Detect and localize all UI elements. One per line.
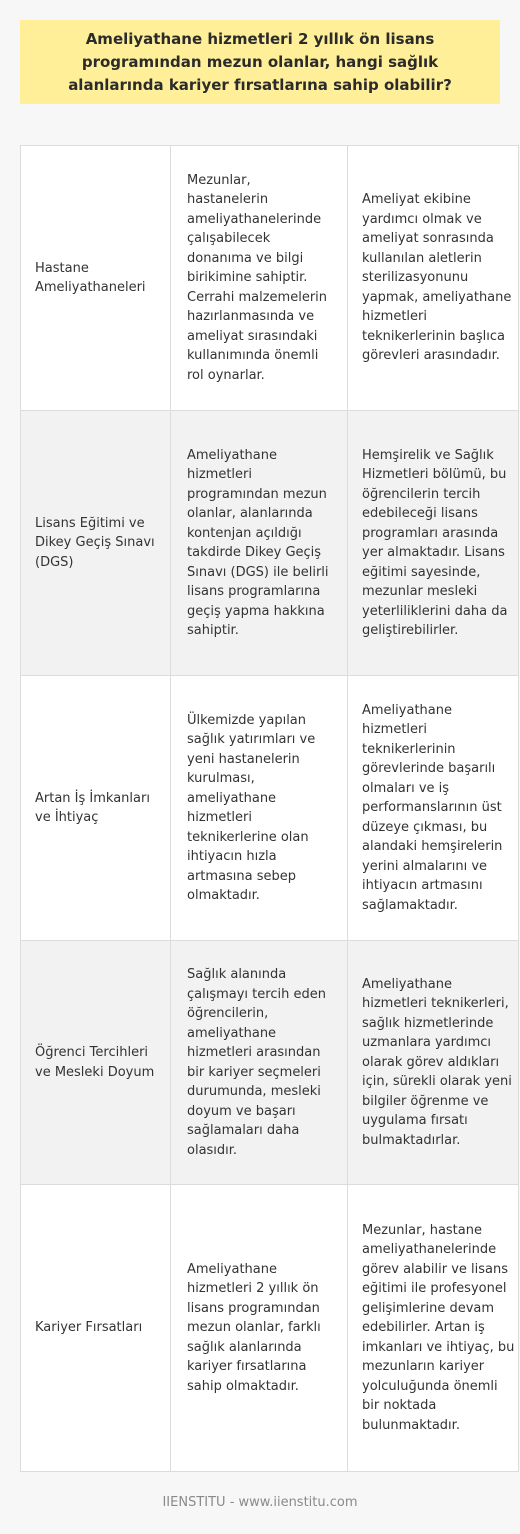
table-row	[21, 146, 519, 411]
row-note: Ameliyat ekibine yardımcı olmak ve ameliyat sonrasında kullanılan aletlerin sterilizasyonunu yapmak, ameliyathane hizmetleri teknikerlerinin başlıca görevleri arasındadır.	[348, 146, 519, 411]
row-topic: Lisans Eğitimi ve Dikey Geçiş Sınavı (DGS)	[21, 411, 171, 676]
row-note: Ameliyathane hizmetleri teknikerleri, sağlık hizmetlerinde uzmanlara yardımcı olarak görev aldıkları için, sürekli olarak yeni bilgiler öğrenme ve uygulama fırsatı bulmaktadırlar.	[348, 941, 519, 1185]
table-row	[21, 941, 519, 1185]
row-detail: Sağlık alanında çalışmayı tercih eden öğrencilerin, ameliyathane hizmetleri arasından bir kariyer seçmeleri durumunda, mesleki doyum ve başarı sağlamaları daha olasıdır.	[171, 941, 348, 1185]
row-topic: Artan İş İmkanları ve İhtiyaç	[21, 676, 171, 941]
row-detail: Mezunlar, hastanelerin ameliyathanelerinde çalışabilecek donanıma ve bilgi birikimine sahiptir. Cerrahi malzemelerin hazırlanmasında ve ameliyat sırasındaki kullanımında önemli rol oynarlar.	[171, 146, 348, 411]
table-row	[21, 1185, 519, 1472]
row-detail: Ülkemizde yapılan sağlık yatırımları ve yeni hastanelerin kurulması, ameliyathane hizmetleri teknikerlerine olan ihtiyacın hızla artmasına sebep olmaktadır.	[171, 676, 348, 941]
footer-credit: IIENSTITU - www.iienstitu.com	[162, 1495, 358, 1510]
row-topic: Kariyer Fırsatları	[21, 1185, 171, 1472]
career-table	[20, 145, 519, 1472]
row-detail: Ameliyathane hizmetleri 2 yıllık ön lisans programından mezun olanlar, farklı sağlık alanlarında kariyer fırsatlarına sahip olmaktadır.	[171, 1185, 348, 1472]
page-title: Ameliyathane hizmetleri 2 yıllık ön lisans programından mezun olanlar, hangi sağlık alanlarında kariyer fırsatlarına sahip olabilir?	[68, 29, 452, 94]
table-row	[21, 676, 519, 941]
row-topic: Öğrenci Tercihleri ve Mesleki Doyum	[21, 941, 171, 1185]
row-detail: Ameliyathane hizmetleri programından mezun olanlar, alanlarında kontenjan açıldığı takdirde Dikey Geçiş Sınavı (DGS) ile belirli lisans programlarına geçiş yapma hakkına sahiptir.	[171, 411, 348, 676]
row-topic: Hastane Ameliyathaneleri	[21, 146, 171, 411]
row-note: Mezunlar, hastane ameliyathanelerinde görev alabilir ve lisans eğitimi ile profesyonel gelişimlerine devam edebilirler. Artan iş imkanları ve ihtiyaç, bu mezunların kariyer yolculuğunda önemli bir noktada bulunmaktadır.	[348, 1185, 519, 1472]
title-banner	[20, 20, 500, 104]
row-note: Hemşirelik ve Sağlık Hizmetleri bölümü, bu öğrencilerin tercih edebileceği lisans programları arasında yer almaktadır. Lisans eğitimi sayesinde, mezunlar mesleki yeterliliklerini daha da geliştirebilirler.	[348, 411, 519, 676]
table-row	[21, 411, 519, 676]
row-note: Ameliyathane hizmetleri teknikerlerinin görevlerinde başarılı olmaları ve iş performanslarının üst düzeye çıkması, bu alandaki hemşirelerin yerini almalarını ve ihtiyacın artmasını sağlamaktadır.	[348, 676, 519, 941]
